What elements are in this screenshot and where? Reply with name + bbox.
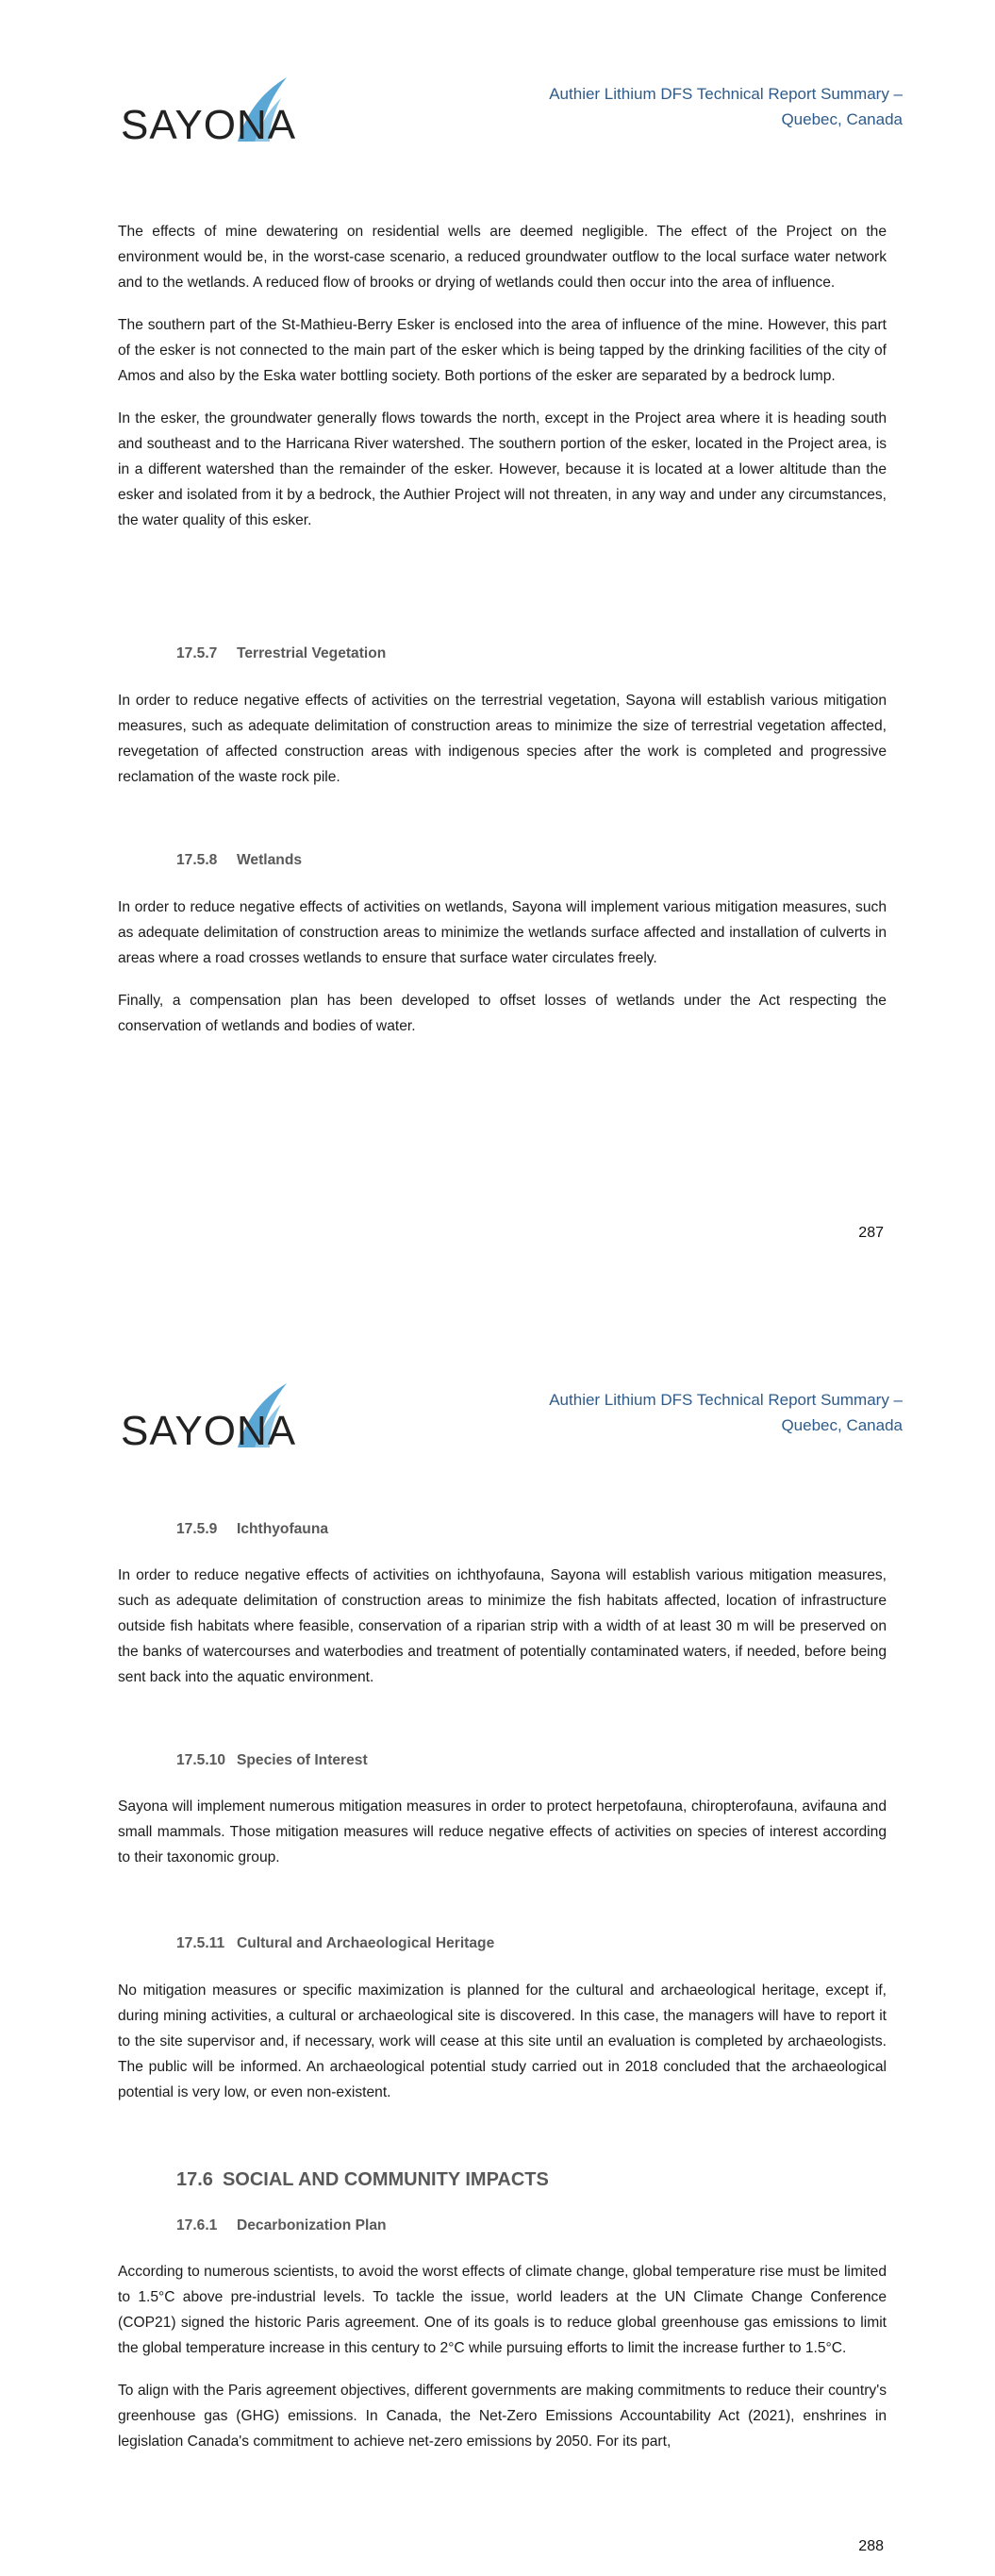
report-header <box>549 1387 903 1438</box>
section-title: SOCIAL AND COMMUNITY IMPACTS <box>222 2169 549 2190</box>
paragraph: Sayona will implement numerous mitigation measures in order to protect herpetofauna, chiropterofauna, avifauna and small mammals. Those mitigation measures will reduce negative effects of activities on species of interest according to their taxonomic group. <box>118 1798 887 1865</box>
paragraph: To align with the Paris agreement objectives, different governments are making commitments to reduce their country's greenhouse gas (GHG) emissions. In Canada, the Net-Zero Emissions Accountability Act (2021), enshrines in legislation Canada's commitment to achieve net-zero emissions by 2050. For its part, <box>118 2383 887 2450</box>
paragraph: In the esker, the groundwater generally flows towards the north, except in the Project area where it is heading south and southeast and to the Harricana River watershed. The southern portion of the esker, located in the Project area, is in a different watershed than the remainder of the esker. However, because it is located at a lower altitude than the esker and isolated from it by a bedrock, the Authier Project will not threaten, in any way and under any circumstances, the water quality of this esker. <box>118 410 887 528</box>
page-number: 288 <box>858 2538 884 2554</box>
heading-17-5-11 <box>176 1935 494 1952</box>
section-number: 17.5.9 <box>176 1521 218 1537</box>
heading-17-6 <box>176 2169 549 2191</box>
paragraph: The effects of mine dewatering on residential wells are deemed negligible. The effect of the Project on the environment would be, in the worst-case scenario, a reduced groundwater outflow to the local surface water network and to the wetlands. A reduced flow of brooks or drying of wetlands could then occur into the area of influence. <box>118 224 887 291</box>
report-header <box>549 81 903 132</box>
section-17-5-7-body <box>118 688 887 807</box>
paragraph: In order to reduce negative effects of activities on ichthyofauna, Sayona will establish various mitigation measures, such as adequate delimitation of construction areas to minimize the fish habitats affected, location of infrastructure outside fish habitats where feasible, conservation of a riparian strip with a width of at least 30 m will be preserved on the banks of watercourses and waterbodies and treatment of potentially contaminated waters, if needed, before being sent back into the aquatic environment. <box>118 1567 887 1685</box>
paragraph: Finally, a compensation plan has been developed to offset losses of wetlands under the Act respecting the conservation of wetlands and bodies of water. <box>118 993 887 1034</box>
paragraph: No mitigation measures or specific maximization is planned for the cultural and archaeological heritage, except if, during mining activities, a cultural or archaeological site is discovered. In this case, the managers will have to report it to the site supervisor and, if necessary, work will cease at this site until an evaluation is completed by archaeologists. The public will be informed. An archaeological potential study carried out in 2018 concluded that the archaeological potential is very low, or even non-existent. <box>118 1982 887 2100</box>
section-number: 17.6.1 <box>176 2217 218 2233</box>
section-17-5-9-body <box>118 1563 887 1707</box>
section-number: 17.5.10 <box>176 1752 226 1768</box>
section-title: Decarbonization Plan <box>237 2217 387 2233</box>
section-number: 17.5.8 <box>176 852 218 868</box>
section-number: 17.5.7 <box>176 645 218 661</box>
report-title-line2: Quebec, Canada <box>781 1416 903 1434</box>
section-title: Cultural and Archaeological Heritage <box>237 1935 495 1951</box>
heading-17-5-9 <box>176 1521 328 1538</box>
section-17-5-11-body <box>118 1978 887 2122</box>
section-title: Terrestrial Vegetation <box>237 645 387 661</box>
section-title: Species of Interest <box>237 1752 368 1768</box>
report-title-line1: Authier Lithium DFS Technical Report Summary – <box>549 85 903 103</box>
heading-17-5-8 <box>176 852 302 869</box>
sayona-logo <box>121 1381 300 1457</box>
sayona-logo <box>121 75 300 151</box>
logo-wordmark: SAYONA <box>121 1408 297 1454</box>
section-number: 17.5.11 <box>176 1935 225 1951</box>
section-17-5-8-body <box>118 895 887 1056</box>
paragraph: The southern part of the St-Mathieu-Berry Esker is enclosed into the area of influence of the mine. However, this part of the esker is not connected to the main part of the esker which is being tapped by the drinking facilities of the city of Amos and also by the Eska water bottling society. Both portions of the esker are separated by a bedrock lump. <box>118 317 887 384</box>
page-288 <box>0 1302 995 2576</box>
section-17-5-10-body <box>118 1794 887 1887</box>
section-title: Wetlands <box>237 852 303 868</box>
section-title: Ichthyofauna <box>237 1521 329 1537</box>
report-title-line2: Quebec, Canada <box>781 110 903 128</box>
paragraph: In order to reduce negative effects of activities on the terrestrial vegetation, Sayona will establish various mitigation measures, such as adequate delimitation of construction areas to minimize the size of terrestrial vegetation affected, revegetation of affected construction areas with indigenous species after the work is completed and progressive reclamation of the waste rock pile. <box>118 693 887 785</box>
heading-17-5-10 <box>176 1752 368 1769</box>
heading-17-6-1 <box>176 2217 387 2234</box>
report-title-line1: Authier Lithium DFS Technical Report Summary – <box>549 1391 903 1409</box>
logo-wordmark: SAYONA <box>121 102 297 148</box>
section-number: 17.6 <box>176 2169 213 2190</box>
heading-17-5-7 <box>176 645 386 662</box>
paragraph: In order to reduce negative effects of activities on wetlands, Sayona will implement various mitigation measures, such as adequate delimitation of construction areas to minimize the wetlands surface affected and installation of culverts in areas where a road crosses wetlands to ensure that surface water circulates freely. <box>118 899 887 966</box>
intro-paragraphs <box>118 219 887 550</box>
section-17-6-1-body <box>118 2259 887 2471</box>
page-number: 287 <box>858 1225 884 1241</box>
paragraph: According to numerous scientists, to avoid the worst effects of climate change, global temperature rise must be limited to 1.5°C above pre-industrial levels. To tackle the issue, world leaders at the UN Climate Change Conference (COP21) signed the historic Paris agreement. One of its goals is to reduce global greenhouse gas emissions to limit the global temperature increase in this century to 2°C while pursuing efforts to limit the increase further to 1.5°C. <box>118 2264 887 2356</box>
